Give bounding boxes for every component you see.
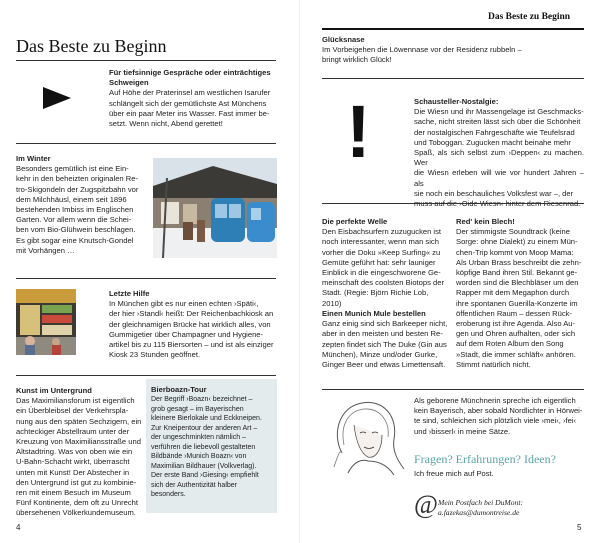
winter-text (16, 164, 152, 256)
postbox-block (438, 498, 584, 518)
text-line: Die Wiesn und ihr Massengelage ist Geschmacks- (414, 107, 584, 117)
mule-heading: Einen Munich Mule bestellen (322, 309, 426, 318)
letzte-hilfe-text (109, 299, 277, 360)
blech-text (456, 227, 584, 370)
text-line: bestehenden Imbiss im Englischen (16, 205, 134, 215)
text-line: unten mit Kunst! Der Abstecher in (16, 467, 130, 477)
text-line: der hier ›Standl‹ heißt: Der Reichenbachkiosk an (109, 309, 274, 319)
text-line: Kiosk 23 Stunden geöffnet. (109, 350, 201, 360)
text-line: vorher die Doku »Keep Surfing« zu (322, 247, 441, 257)
exclamation-mark: ! (346, 90, 371, 173)
text-line: besonders. (151, 491, 186, 499)
text-line: ein Überbleibsel der Verkehrspla- (16, 406, 129, 416)
running-header: Das Beste zu Beginn (488, 12, 571, 22)
postbox-label: Mein Postfach bei DuMont: (438, 498, 523, 507)
intro-text (109, 88, 277, 129)
header-rule (322, 28, 584, 30)
schausteller-text (414, 107, 584, 209)
blech-block (456, 217, 584, 370)
section-rule (322, 389, 584, 390)
text-line: Fünf Kontinente, dem oft zu Unrecht (16, 498, 138, 508)
text-line: kleinere Bierlokale und Eckkneipen. (151, 415, 262, 423)
text-line: In München gibt es nur einen echten ›Späti‹, (109, 299, 259, 309)
feedback-reply: Ich freue mich auf Post. (414, 469, 494, 478)
text-line: chen-Trip kommt von Moop Mama: (456, 247, 574, 257)
text-line: schlängelt sich der gemütlichste Ast Münchens (109, 98, 267, 108)
text-line: der gleichnamigen Brücke hat wirklich alles, von (109, 319, 271, 329)
section-rule (16, 143, 276, 144)
text-line: Gummigetier über Champagner und Hygiene- (109, 329, 264, 339)
author-portrait (324, 395, 408, 479)
text-line: München), Minze und/oder Gurke, (322, 349, 438, 359)
page-number-right: 5 (577, 523, 582, 532)
email-link[interactable]: a.fazekas@dumontreise.de (438, 508, 520, 518)
text-line: noch interessanter, wenn man sich (322, 237, 439, 247)
text-line: Im Vorbeigehen die Löwennase vor der Residenz rubbeln – (322, 45, 522, 55)
letzte-hilfe-heading: Letzte Hilfe (109, 289, 150, 298)
gluecksnase-block (322, 35, 584, 66)
text-line: Ganz einig sind sich Barkeeper nicht, (322, 319, 448, 329)
text-line: Der stimmigste Soundtrack (keine (456, 227, 570, 237)
text-line: dem Milchhäusl, einem seit 1896 (16, 194, 127, 204)
text-line: den Untergrund ist gut zu kombinie- (16, 477, 137, 487)
text-line: verführen die liebevoll gestalteten (151, 443, 256, 451)
title-rule (16, 60, 276, 61)
text-line: der nostalgischen Fahrgeschäfte wie Teufelsrad (414, 127, 575, 137)
text-line: übersehenen Völkerkundemuseum. (16, 508, 136, 518)
text-line: Als Urban Brass beschreibt die zehn- (456, 257, 582, 267)
winter-heading: Im Winter (16, 154, 51, 163)
text-line: Als geborene Münchnerin spreche ich eigentlich (414, 396, 576, 405)
gluecksnase-heading: Glücksnase (322, 35, 365, 44)
mule-text (322, 319, 448, 370)
text-line: kein Bayerisch, aber sobald Nordlichter in Hörwei- (414, 406, 583, 416)
welle-heading: Die perfekte Welle (322, 217, 388, 226)
author-text (414, 396, 584, 437)
schausteller-block (414, 97, 584, 209)
text-line: gen und Ohren aufhalten, oder sich (456, 329, 576, 339)
text-line: kehr in den beheizten originalen Re- (16, 174, 139, 184)
schausteller-heading: Schausteller-Nostalgie: (414, 97, 499, 106)
text-line: über ein paar Meter ins Wasser. Fast immer be- (109, 108, 270, 118)
text-line: Garten. Vor allem wenn die Schei- (16, 215, 132, 225)
kiosk-photo (16, 289, 76, 355)
text-line: muss auf die ›Oide Wiesn‹ hinter dem Riesenrad. (414, 199, 581, 209)
section-rule (322, 203, 584, 204)
text-line: sache, nicht streiten lässt sich über die Schönheit (414, 117, 581, 127)
text-line: Gemüte geführt hat: sehr launiger (322, 257, 436, 267)
text-line: sich der Authentizität halber (151, 481, 237, 489)
page-title: Das Beste zu Beginn (16, 36, 167, 56)
letzte-hilfe-block (109, 289, 277, 360)
text-line: setzt. Wenn nicht, Abend gerettet! (109, 119, 223, 129)
text-line: sie noch ein beschauliches Volksfest war –, der (414, 188, 574, 198)
intro-block (109, 68, 277, 129)
kunst-block (16, 386, 144, 519)
gondola-photo (153, 158, 277, 258)
text-line: Zur Kneipentour der anderen Art – (151, 424, 258, 432)
text-line: zepten findet sich The Duke (Gin aus (322, 339, 447, 349)
text-line: Einblick in die eingeschworene Ge- (322, 268, 441, 278)
text-line: eroberung ist ihre Agenda. Also Au- (456, 319, 576, 329)
text-line: Stimmt natürlich nicht. (456, 359, 531, 369)
text-line: achteckiger Abstellraum unter der (16, 426, 130, 436)
text-line: Kreuzung von Maximiliansstraße und (16, 437, 141, 447)
kunst-text (16, 396, 144, 518)
text-line: und Toboggan. Zugucken macht beinahe mehr (414, 137, 571, 147)
feedback-question: Fragen? Erfahrungen? Ideen? (414, 452, 556, 466)
play-triangle-icon (43, 87, 71, 109)
page-number-left: 4 (16, 523, 21, 532)
text-line: grob gesagt – im Bayerischen (151, 405, 244, 413)
text-line: nung aus den späten Sechzigern, ein (16, 416, 142, 426)
text-line: aber in den meisten und besten Re- (322, 329, 443, 339)
text-line: der ungeschminkten nämlich – (151, 434, 246, 442)
mule-block (322, 309, 448, 370)
text-line: artikel bis zu 115 Biersorten – und ist als einziger (109, 340, 274, 350)
text-line: Besonders gemütlich ist eine Ein- (16, 164, 129, 174)
text-line: Das Maximiliansforum ist eigentlich (16, 396, 135, 406)
text-line: ihre spontanen Guerilla-Konzerte im (456, 298, 578, 308)
welle-block (322, 217, 448, 309)
section-rule (16, 278, 276, 279)
text-line: Maximilian Bildhauer (Volkverlag). (151, 462, 257, 470)
text-line: Der Begriff ›Boazn‹ bezeichnet – (151, 396, 253, 404)
text-line: Der erste Band ›Giesing‹ empfiehlt (151, 472, 259, 480)
text-line: köpfige Band ihren Stil. Bekannt ge- (456, 268, 578, 278)
text-line: Stadt. (Regie: Björn Richie Lob, 2010) (322, 288, 429, 308)
text-line: Den Eisbachsurfern zuzugucken ist (322, 227, 442, 237)
section-rule (16, 375, 276, 376)
text-line: te sind, schleichen sich plötzlich viele ›mei‹, ›fei‹ (414, 416, 577, 426)
text-line: »Stadt, die immer schläft« anhören. (456, 349, 576, 359)
author-block (414, 396, 584, 437)
text-line: worden sind die Blechbläser um den (456, 278, 579, 288)
text-line: U-Bahn-Schacht wirkt, überrascht (16, 457, 130, 467)
text-line: und ›bisserl‹ in meine Sätze. (414, 426, 511, 436)
at-icon: @ (414, 490, 438, 519)
text-line: ren mit einem Besuch im Museum (16, 488, 131, 498)
text-line: Auf Höhe der Praterinsel am westlichen Isarufer (109, 88, 271, 98)
text-line: Altstadtring. Was von oben wie ein (16, 447, 133, 457)
text-line: bringt wirklich Glück! (322, 55, 392, 65)
blech-heading: Red' kein Blech! (456, 217, 515, 226)
text-line: Es gibt sogar eine Knutsch-Gondel (16, 235, 134, 245)
text-line: ben vom Bio-Glühwein beschlagen. (16, 225, 136, 235)
welle-text (322, 227, 448, 309)
text-line: auf dem Roten Album den Song (456, 339, 564, 349)
text-line: öffentlichen Raum – dessen Rück- (456, 308, 572, 318)
text-line: mit Vorhängen … (16, 245, 75, 255)
text-line: Spaß, als sich selbst zum ›Deppen‹ zu machen. Wer (414, 148, 584, 168)
text-line: Bildbände ›Munich Boazn‹ von (151, 453, 247, 461)
text-line: die Wiesn erleben will wie vor hundert Jahren – als (414, 168, 584, 188)
bierboazn-sidebar (146, 379, 277, 513)
bierboazn-heading: Bierboazn-Tour (151, 385, 207, 394)
page-gutter (299, 0, 300, 543)
intro-heading: Für tiefsinnige Gespräche oder einträchtiges Schweigen (109, 68, 271, 88)
bierboazn-text (151, 395, 272, 500)
text-line: Ginger Beer und etwas Limettensaft. (322, 360, 446, 370)
section-rule (322, 78, 584, 79)
winter-block (16, 154, 152, 256)
text-line: meinschaft des coolsten Biotops der (322, 278, 444, 288)
text-line: Rapper mit dem Megaphon durch (456, 288, 570, 298)
text-line: tro-Skigondeln der Zugspitzbahn vor (16, 184, 139, 194)
kunst-heading: Kunst im Untergrund (16, 386, 92, 395)
text-line: Sorge: ohne Dialekt) zu einem Mün- (456, 237, 578, 247)
